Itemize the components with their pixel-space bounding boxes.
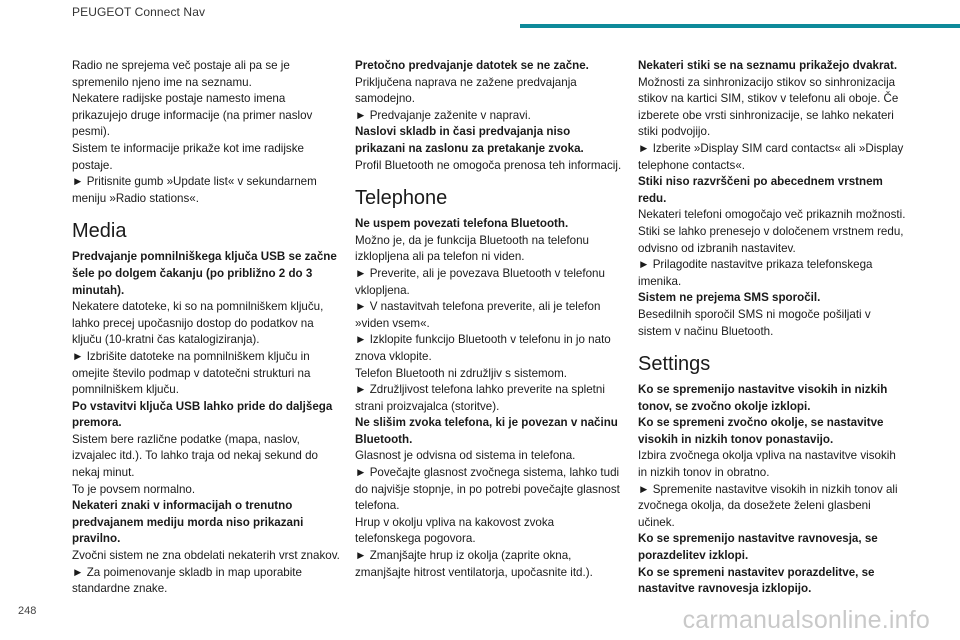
- body-paragraph: Izbira zvočnega okolja vpliva na nastavitve visokih in nizkih tonov in obratno.: [638, 449, 896, 480]
- problem-statement: Ko se spremenijo nastavitve ravnovesja, se porazdelitev izklopi.: [638, 532, 878, 563]
- body-paragraph: Sistem bere različne podatke (mapa, naslov, izvajalec itd.). To lahko traja od nekaj sekund do nekaj minut.: [72, 432, 318, 480]
- problem-statement: Ko se spremeni zvočno okolje, se nastavitve visokih in nizkih tonov ponastavijo.: [638, 416, 884, 446]
- problem-statement: Ne uspem povezati telefona Bluetooth.: [355, 217, 569, 231]
- body-paragraph: Sistem te informacije prikaže kot ime radijske postaje.: [72, 141, 304, 172]
- body-paragraph: ► Spremenite nastavitve visokih in nizkih tonov ali zvočnega okolja, da dosežete želeni glasbeni učinek.: [638, 482, 898, 529]
- header-title: PEUGEOT Connect Nav: [72, 5, 206, 19]
- body-paragraph: ► Zmanjšajte hrup iz okolja (zaprite okna, zmanjšajte hitrost ventilatorja, upočasnite itd.).: [355, 549, 593, 579]
- body-paragraph: Možnosti za sinhronizacijo stikov so sinhronizacija stikov na kartici SIM, stikov v telefonu ali oboje. Če izberete obe vrsti sinhronizacije, se lahko nekateri stiki podvojijo.: [638, 75, 899, 139]
- body-paragraph: Nekatere radijske postaje namesto imena prikazujejo druge informacije (na primer naslov pesmi).: [72, 92, 313, 139]
- body-paragraph: ► Povečajte glasnost zvočnega sistema, lahko tudi do najvišje stopnje, in po potrebi povečajte glasnost telefona.: [355, 466, 620, 513]
- body-paragraph: ► Izklopite funkcijo Bluetooth v telefonu in jo nato znova vklopite.: [355, 333, 611, 363]
- body-paragraph: ► Predvajanje zaženite v napravi.: [355, 108, 531, 122]
- body-paragraph: Nekateri telefoni omogočajo več prikaznih možnosti. Stiki se lahko prenesejo v določenem vrstnem redu, odvisno od izbranih nastavitev.: [638, 208, 906, 255]
- problem-statement: Nekateri znaki v informacijah o trenutno predvajanem mediju morda niso prikazani pravilno.: [72, 499, 304, 546]
- problem-statement: Naslovi skladb in časi predvajanja niso prikazani na zaslonu za pretakanje zvoka.: [355, 125, 584, 155]
- problem-statement: Ko se spremeni nastavitev porazdelitve, se nastavitve ravnovesja izklopijo.: [638, 565, 875, 596]
- problem-statement: Predvajanje pomnilniškega ključa USB se začne šele po dolgem čakanju (po približno 2 do 3 minutah).: [72, 250, 337, 297]
- header-accent-bar: [520, 24, 960, 28]
- body-paragraph: Profil Bluetooth ne omogoča prenosa teh informacij.: [355, 158, 622, 172]
- body-paragraph: ► Izbrišite datoteke na pomnilniškem ključu in omejite število podmap v datotečni strukturi na pomnilniškem ključu.: [72, 349, 311, 397]
- body-paragraph: Hrup v okolju vpliva na kakovost zvoka telefonskega pogovora.: [355, 515, 555, 546]
- body-paragraph: Radio ne sprejema več postaje ali pa se je spremenilo njeno ime na seznamu.: [72, 59, 290, 89]
- body-paragraph: Telefon Bluetooth ni združljiv s sistemom.: [355, 366, 567, 380]
- section-heading: Media: [72, 220, 127, 243]
- problem-statement: Ne slišim zvoka telefona, ki je povezan v načinu Bluetooth.: [355, 416, 618, 446]
- body-paragraph: ► Izberite »Display SIM card contacts« ali »Display telephone contacts«.: [638, 141, 904, 172]
- section-heading: Telephone: [355, 187, 448, 210]
- problem-statement: Sistem ne prejema SMS sporočil.: [638, 291, 821, 305]
- body-paragraph: Zvočni sistem ne zna obdelati nekaterih vrst znakov.: [72, 549, 340, 563]
- body-paragraph: Priključena naprava ne zažene predvajanja samodejno.: [355, 75, 577, 106]
- body-paragraph: To je povsem normalno.: [72, 482, 196, 496]
- problem-statement: Stiki niso razvrščeni po abecednem vrstnem redu.: [638, 175, 883, 205]
- body-paragraph: ► V nastavitvah telefona preverite, ali je telefon »viden vsem«.: [355, 300, 601, 330]
- section-heading: Settings: [638, 353, 711, 376]
- body-paragraph: ► Pritisnite gumb »Update list« v sekundarnem meniju »Radio stations«.: [72, 175, 317, 205]
- column-3: [638, 58, 906, 598]
- column-1: [72, 58, 340, 598]
- page-number: 248: [18, 605, 37, 617]
- body-paragraph: ► Združljivost telefona lahko preverite na spletni strani proizvajalca (storitve).: [355, 383, 605, 413]
- problem-statement: Ko se spremenijo nastavitve visokih in nizkih tonov, se zvočno okolje izklopi.: [638, 383, 888, 413]
- column-2: [355, 58, 623, 581]
- body-paragraph: ► Preverite, ali je povezava Bluetooth v telefonu vklopljena.: [355, 266, 605, 297]
- body-paragraph: Glasnost je odvisna od sistema in telefona.: [355, 449, 576, 463]
- problem-statement: Po vstavitvi ključa USB lahko pride do daljšega premora.: [72, 399, 333, 430]
- body-paragraph: Možno je, da je funkcija Bluetooth na telefonu izklopljena ali pa telefon ni viden.: [355, 233, 589, 264]
- body-paragraph: Besedilnih sporočil SMS ni mogoče pošiljati v sistem v načinu Bluetooth.: [638, 307, 871, 338]
- watermark: carmanualsonline.info: [682, 606, 930, 634]
- body-paragraph: Nekatere datoteke, ki so na pomnilniškem ključu, lahko precej upočasnijo dostop do podatkov na ključu (10-kratni čas katalogiziranja).: [72, 300, 324, 347]
- problem-statement: Pretočno predvajanje datotek se ne začne.: [355, 59, 589, 72]
- body-paragraph: ► Prilagodite nastavitve prikaza telefonskega imenika.: [638, 258, 873, 288]
- body-paragraph: ► Za poimenovanje skladb in map uporabite standardne znake.: [72, 565, 302, 596]
- problem-statement: Nekateri stiki se na seznamu prikažejo dvakrat.: [638, 59, 898, 72]
